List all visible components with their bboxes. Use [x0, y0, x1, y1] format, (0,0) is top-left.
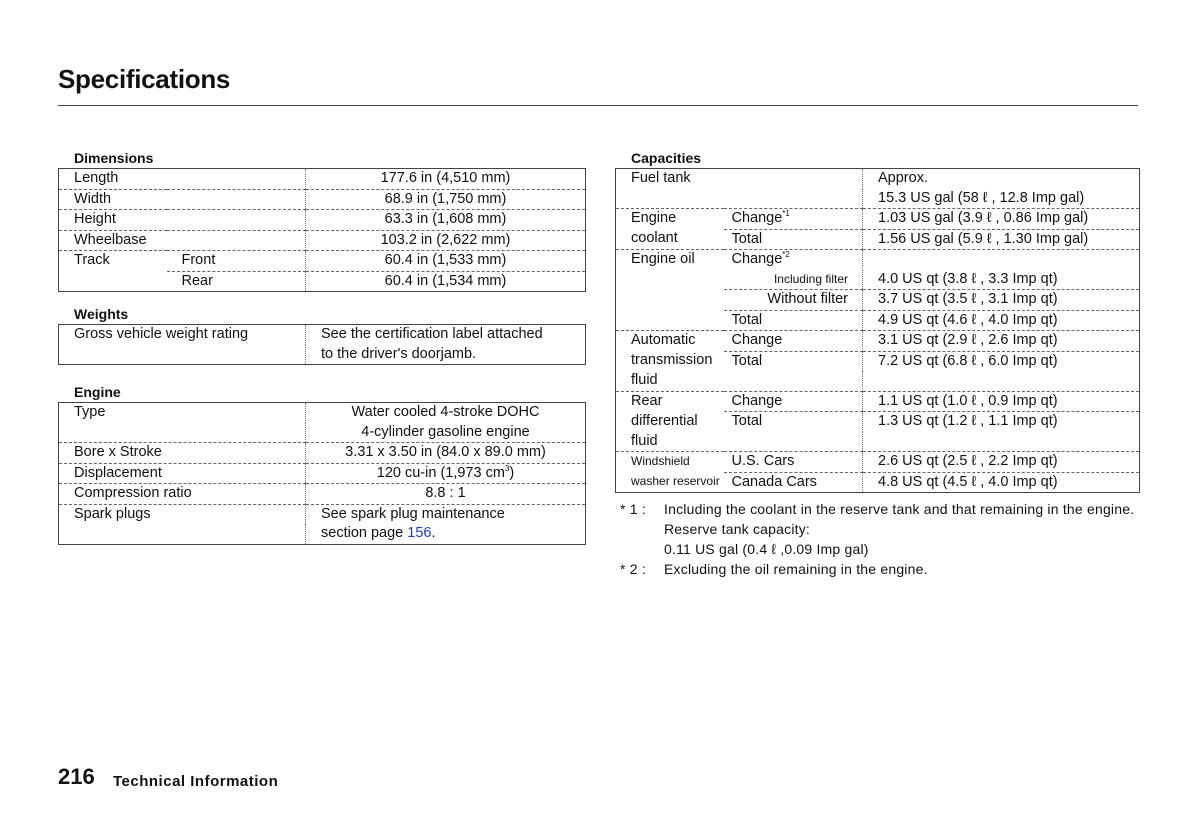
type-value-1: Water cooled 4-stroke DOHC [306, 403, 586, 423]
coolant-total-value: 1.56 US gal (5.9 ℓ , 1.30 Imp gal) [863, 229, 1140, 250]
washer-us-label: U.S. Cars [724, 452, 863, 473]
table-row [616, 270, 1140, 290]
empty-cell [724, 432, 863, 452]
front-value: 60.4 in (1,533 mm) [306, 251, 586, 272]
rear-diff-label-2: differential [616, 412, 724, 432]
width-value: 68.9 in (1,750 mm) [306, 189, 586, 210]
front-label: Front [167, 251, 306, 272]
footnote-1 [620, 499, 1140, 519]
table-row [616, 250, 1140, 270]
compression-value: 8.8 : 1 [306, 484, 586, 505]
table-row [616, 432, 1140, 452]
width-label: Width [59, 189, 167, 210]
weights-heading: Weights [74, 306, 129, 322]
oil-change-text: Change [731, 251, 783, 267]
displacement-number: 120 cu-in (1,973 cm [376, 464, 505, 481]
empty-cell [59, 423, 306, 443]
type-value-2: 4-cylinder gasoline engine [306, 423, 586, 443]
footnote-1-mark: * 1 : [620, 501, 646, 517]
height-value: 63.3 in (1,608 mm) [306, 210, 586, 231]
displacement-label: Displacement [59, 463, 306, 484]
table-row [59, 210, 586, 231]
oil-total-label: Total [724, 310, 863, 331]
empty-cell [167, 210, 306, 231]
height-label: Height [59, 210, 167, 231]
table-row [616, 351, 1140, 371]
rear-diff-total-label: Total [731, 413, 763, 429]
oil-without-filter-value: 3.7 US qt (3.5 ℓ , 3.1 Imp qt) [863, 290, 1140, 311]
washer-ca-label: Canada Cars [724, 472, 863, 493]
spark-dot: . [431, 525, 436, 541]
oil-without-filter-label: Without filter [724, 290, 863, 311]
oil-total-value: 4.9 US qt (4.6 ℓ , 4.0 Imp qt) [863, 310, 1140, 331]
title-divider [58, 105, 1138, 106]
atf-change-value: 3.1 US qt (2.9 ℓ , 2.6 Imp qt) [863, 331, 1140, 352]
coolant-change-label [724, 209, 863, 230]
table-row [616, 209, 1140, 230]
page-number: 216 [58, 764, 95, 789]
gvwr-label: Gross vehicle weight rating [59, 325, 306, 345]
track-label: Track [59, 251, 167, 272]
atf-label-1: Automatic [616, 331, 724, 352]
capacities-table [615, 168, 1140, 493]
rear-diff-change-label: Change [724, 391, 863, 412]
engine-table [58, 402, 586, 545]
atf-label-3: fluid [616, 371, 724, 391]
table-row [616, 229, 1140, 250]
atf-label-2: transmission [616, 351, 724, 371]
empty-cell [616, 189, 724, 209]
table-row [616, 169, 1140, 189]
empty-cell [863, 432, 1140, 452]
table-row [59, 325, 586, 345]
engine-heading: Engine [74, 384, 121, 400]
table-row [616, 472, 1140, 493]
fuel-label: Fuel tank [616, 169, 724, 189]
oil-label: Engine oil [616, 250, 724, 270]
wheelbase-label: Wheelbase [59, 230, 167, 251]
footnote-1-sub-1: Reserve tank capacity: [664, 521, 811, 537]
bore-value: 3.31 x 3.50 in (84.0 x 89.0 mm) [306, 443, 586, 464]
footnote-1-sub-2: 0.11 US gal (0.4 ℓ ,0.09 Imp gal) [664, 541, 869, 557]
length-label: Length [59, 169, 167, 190]
empty-cell [167, 189, 306, 210]
empty-cell [863, 371, 1140, 391]
table-row [616, 331, 1140, 352]
table-row [616, 391, 1140, 412]
coolant-change-value: 1.03 US gal (3.9 ℓ , 0.86 Imp gal) [863, 209, 1140, 230]
empty-cell [724, 371, 863, 391]
bore-label: Bore x Stroke [59, 443, 306, 464]
atf-total-value: 7.2 US qt (6.8 ℓ , 6.0 Imp qt) [863, 351, 1140, 371]
empty-cell [59, 345, 306, 365]
rear-diff-label-3: fluid [616, 432, 724, 452]
table-row [59, 403, 586, 423]
empty-cell [167, 230, 306, 251]
footnote-2-mark: * 2 : [620, 561, 646, 577]
coolant-change-text: Change [731, 210, 783, 226]
atf-total-label: Total [731, 352, 763, 369]
coolant-change-note: *1 [782, 209, 790, 218]
displacement-close: ) [509, 464, 515, 481]
rear-diff-label-1: Rear [616, 391, 724, 412]
empty-cell [167, 169, 306, 190]
atf-change-label: Change [724, 331, 863, 352]
washer-us-value: 2.6 US qt (2.5 ℓ , 2.2 Imp qt) [863, 452, 1140, 473]
section-label: Technical Information [113, 773, 279, 790]
footnote-2 [620, 559, 1140, 579]
coolant-label-1: Engine [616, 209, 724, 230]
dimensions-heading: Dimensions [74, 150, 154, 166]
capacities-heading: Capacities [631, 150, 702, 166]
displacement-value [306, 463, 586, 484]
table-row [59, 230, 586, 251]
empty-cell [724, 189, 863, 209]
washer-ca-value: 4.8 US qt (4.5 ℓ , 4.0 Imp qt) [863, 472, 1140, 493]
empty-cell [616, 290, 724, 311]
footnotes [620, 499, 1140, 579]
spark-section-text: section page [321, 525, 404, 541]
oil-change-note: *2 [782, 250, 790, 259]
table-row [59, 504, 586, 524]
table-row [616, 290, 1140, 311]
washer-label-1: Windshield [616, 452, 724, 473]
table-row [616, 310, 1140, 331]
wheelbase-value: 103.2 in (2,622 mm) [306, 230, 586, 251]
gvwr-value-1: See the certification label attached [306, 325, 586, 345]
coolant-label-2: coolant [616, 229, 724, 250]
table-row [59, 524, 586, 544]
table-row [59, 271, 586, 292]
table-row [616, 189, 1140, 209]
empty-cell [863, 250, 1140, 270]
weights-table [58, 324, 586, 365]
washer-label-2: washer reservoir [616, 472, 724, 493]
coolant-total-label: Total [724, 229, 863, 250]
spark-value-1: See spark plug maintenance [306, 504, 586, 524]
type-label: Type [59, 403, 306, 423]
fuel-value-2: 15.3 US gal (58 ℓ , 12.8 Imp gal) [863, 189, 1140, 209]
footnote-1-text: Including the coolant in the reserve tank and that remaining in the engine. [664, 501, 1135, 517]
table-row [616, 371, 1140, 391]
footnote-2-text: Excluding the oil remaining in the engine. [664, 561, 928, 577]
oil-incl-filter-value: 4.0 US qt (3.8 ℓ , 3.3 Imp qt) [863, 270, 1140, 290]
spark-value-2 [306, 524, 586, 544]
table-row [616, 412, 1140, 432]
table-row [59, 169, 586, 190]
length-value: 177.6 in (4,510 mm) [306, 169, 586, 190]
table-row [59, 484, 586, 505]
rear-diff-total-value: 1.3 US qt (1.2 ℓ , 1.1 Imp qt) [863, 412, 1140, 432]
dimensions-table [58, 168, 586, 292]
empty-cell [616, 310, 724, 331]
table-row [59, 463, 586, 484]
displacement-sup: 3 [504, 463, 510, 473]
oil-incl-filter-label: Including filter [724, 270, 863, 290]
rear-label: Rear [167, 271, 306, 292]
table-row [59, 251, 586, 272]
table-row [616, 452, 1140, 473]
spark-page-link[interactable]: 156 [407, 525, 432, 541]
fuel-value-1: Approx. [863, 169, 1140, 189]
rear-value: 60.4 in (1,534 mm) [306, 271, 586, 292]
empty-cell [724, 169, 863, 189]
table-row [59, 345, 586, 365]
table-row [59, 189, 586, 210]
compression-label: Compression ratio [59, 484, 306, 505]
gvwr-value-2: to the driver's doorjamb. [306, 345, 586, 365]
page-title: Specifications [58, 64, 231, 94]
table-row [59, 443, 586, 464]
empty-cell [59, 524, 306, 544]
table-row [59, 423, 586, 443]
empty-cell [616, 270, 724, 290]
oil-change-label [724, 250, 863, 270]
spark-label: Spark plugs [59, 504, 306, 524]
empty-cell [59, 271, 167, 292]
rear-diff-change-value: 1.1 US qt (1.0 ℓ , 0.9 Imp qt) [863, 391, 1140, 412]
